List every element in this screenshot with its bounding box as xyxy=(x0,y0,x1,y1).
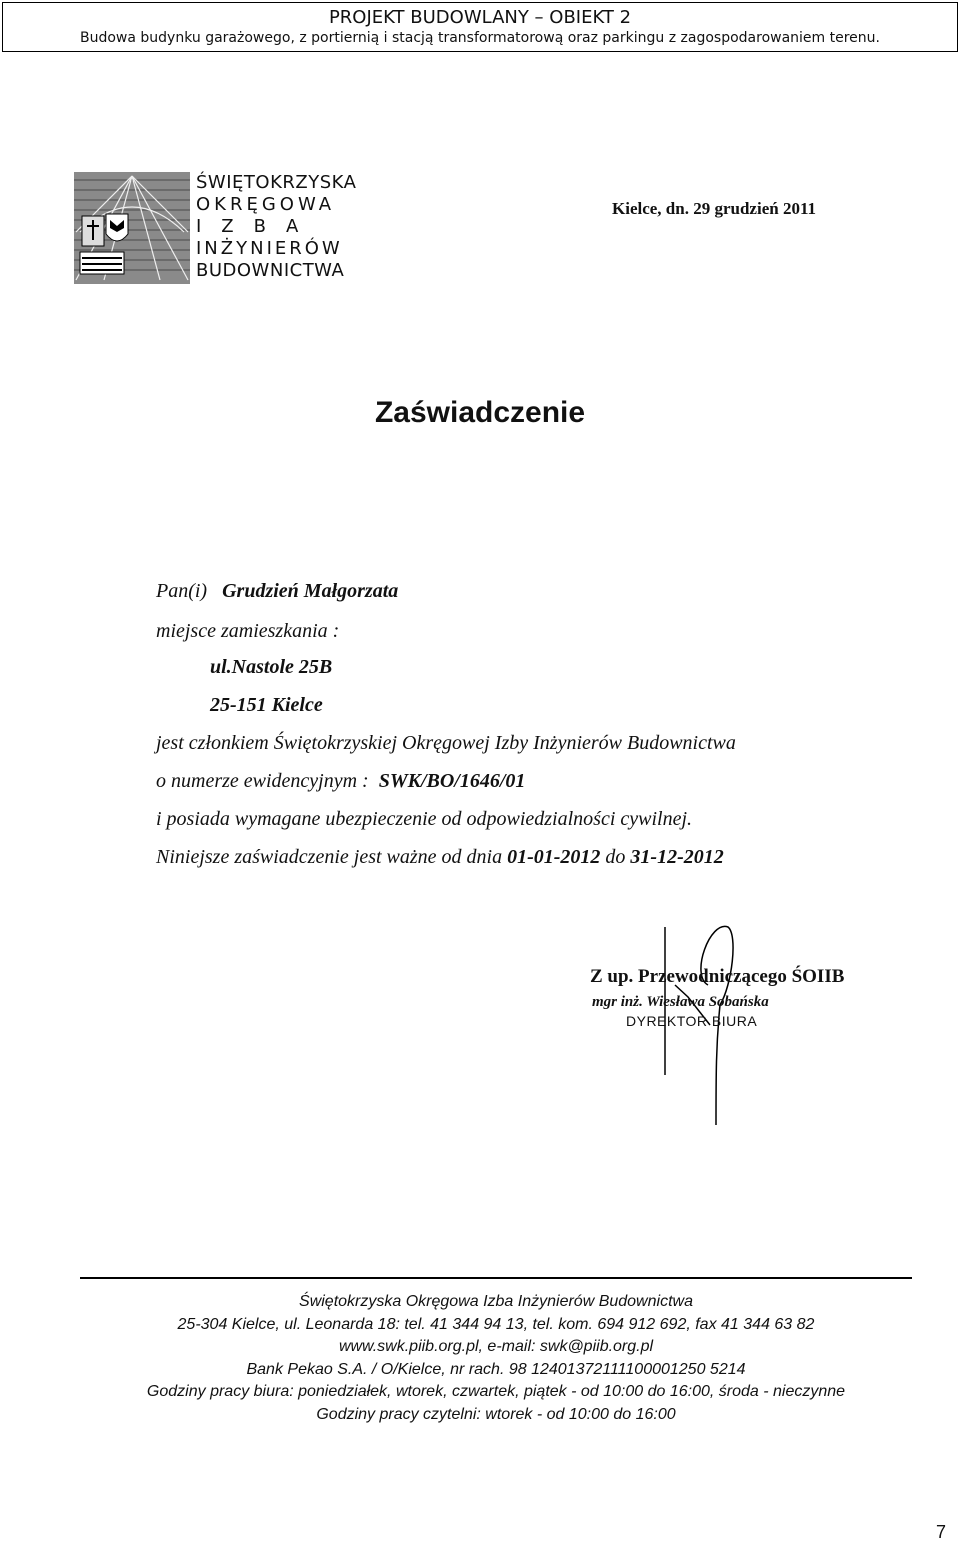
address-city: 25-151 Kielce xyxy=(210,694,323,716)
recipient-line xyxy=(156,580,398,603)
footer-divider xyxy=(80,1277,912,1279)
header-subtitle: Budowa budynku garażowego, z portiernią i stacją transformatorową oraz parkingu z zagospodarowaniem terenu. xyxy=(80,30,880,46)
signature-block xyxy=(590,966,844,1029)
footer-line: 25-304 Kielce, ul. Leonarda 18: tel. 41 344 94 13, tel. kom. 694 912 692, fax 41 344 63 82 xyxy=(177,1315,815,1333)
org-name-line: OKRĘGOWA xyxy=(196,194,336,215)
chamber-logo-icon xyxy=(74,172,190,284)
signature-name: mgr inż. Wiesława Sobańska xyxy=(592,994,769,1010)
footer-line: Godziny pracy czytelni: wtorek - od 10:00 do 16:00 xyxy=(316,1405,676,1423)
footer-line: www.swk.piib.org.pl, e-mail: swk@piib.org.pl xyxy=(338,1338,654,1356)
org-name-line: BUDOWNICTWA xyxy=(196,260,345,281)
insurance-text: i posiada wymagane ubezpieczenie od odpowiedzialności cywilnej. xyxy=(156,808,693,830)
header-title: PROJEKT BUDOWLANY – OBIEKT 2 xyxy=(328,7,632,28)
org-name-line: ŚWIĘTOKRZYSKA xyxy=(196,172,357,193)
handwritten-signature-icon xyxy=(620,925,750,1135)
validity-date-to: 31-12-2012 xyxy=(630,846,724,868)
org-name-line: INŻYNIERÓW xyxy=(196,238,343,259)
validity-date-from: 01-01-2012 xyxy=(507,846,601,868)
document-title: Zaświadczenie xyxy=(374,396,586,429)
org-name-line: IZBA xyxy=(196,216,319,237)
validity-line xyxy=(156,846,724,869)
page-number: 7 xyxy=(935,1522,946,1542)
validity-text: Niniejsze zaświadczenie jest ważne od dnia xyxy=(156,846,503,868)
organization-name xyxy=(196,172,356,282)
signature-position: DYREKTOR BIURA xyxy=(626,1013,758,1029)
pan-label: Pan(i) xyxy=(156,580,208,602)
signature-authority: Z up. Przewodniczącego ŚOIIB xyxy=(590,966,845,987)
membership-text: jest członkiem Świętokrzyskiej Okręgowej Izby Inżynierów Budownictwa xyxy=(156,732,736,754)
validity-to-word: do xyxy=(605,846,626,868)
registration-line xyxy=(156,770,525,793)
recipient-name: Grudzień Małgorzata xyxy=(222,580,399,602)
footer-line: Bank Pekao S.A. / O/Kielce, nr rach. 98 12401372111100001250 5214 xyxy=(246,1360,746,1378)
residence-label: miejsce zamieszkania : xyxy=(156,620,340,642)
footer-line: Godziny pracy biura: poniedziałek, wtorek, czwartek, piątek - od 10:00 do 16:00, środa - nieczynne xyxy=(146,1383,846,1401)
footer xyxy=(80,1291,912,1427)
registration-label: o numerze ewidencyjnym : xyxy=(156,770,369,792)
document-date: Kielce, dn. 29 grudzień 2011 xyxy=(612,199,816,218)
address-street: ul.Nastole 25B xyxy=(210,656,333,678)
registration-number: SWK/BO/1646/01 xyxy=(378,770,526,792)
footer-line: Świętokrzyska Okręgowa Izba Inżynierów Budownictwa xyxy=(299,1293,693,1310)
page-header xyxy=(2,2,958,52)
